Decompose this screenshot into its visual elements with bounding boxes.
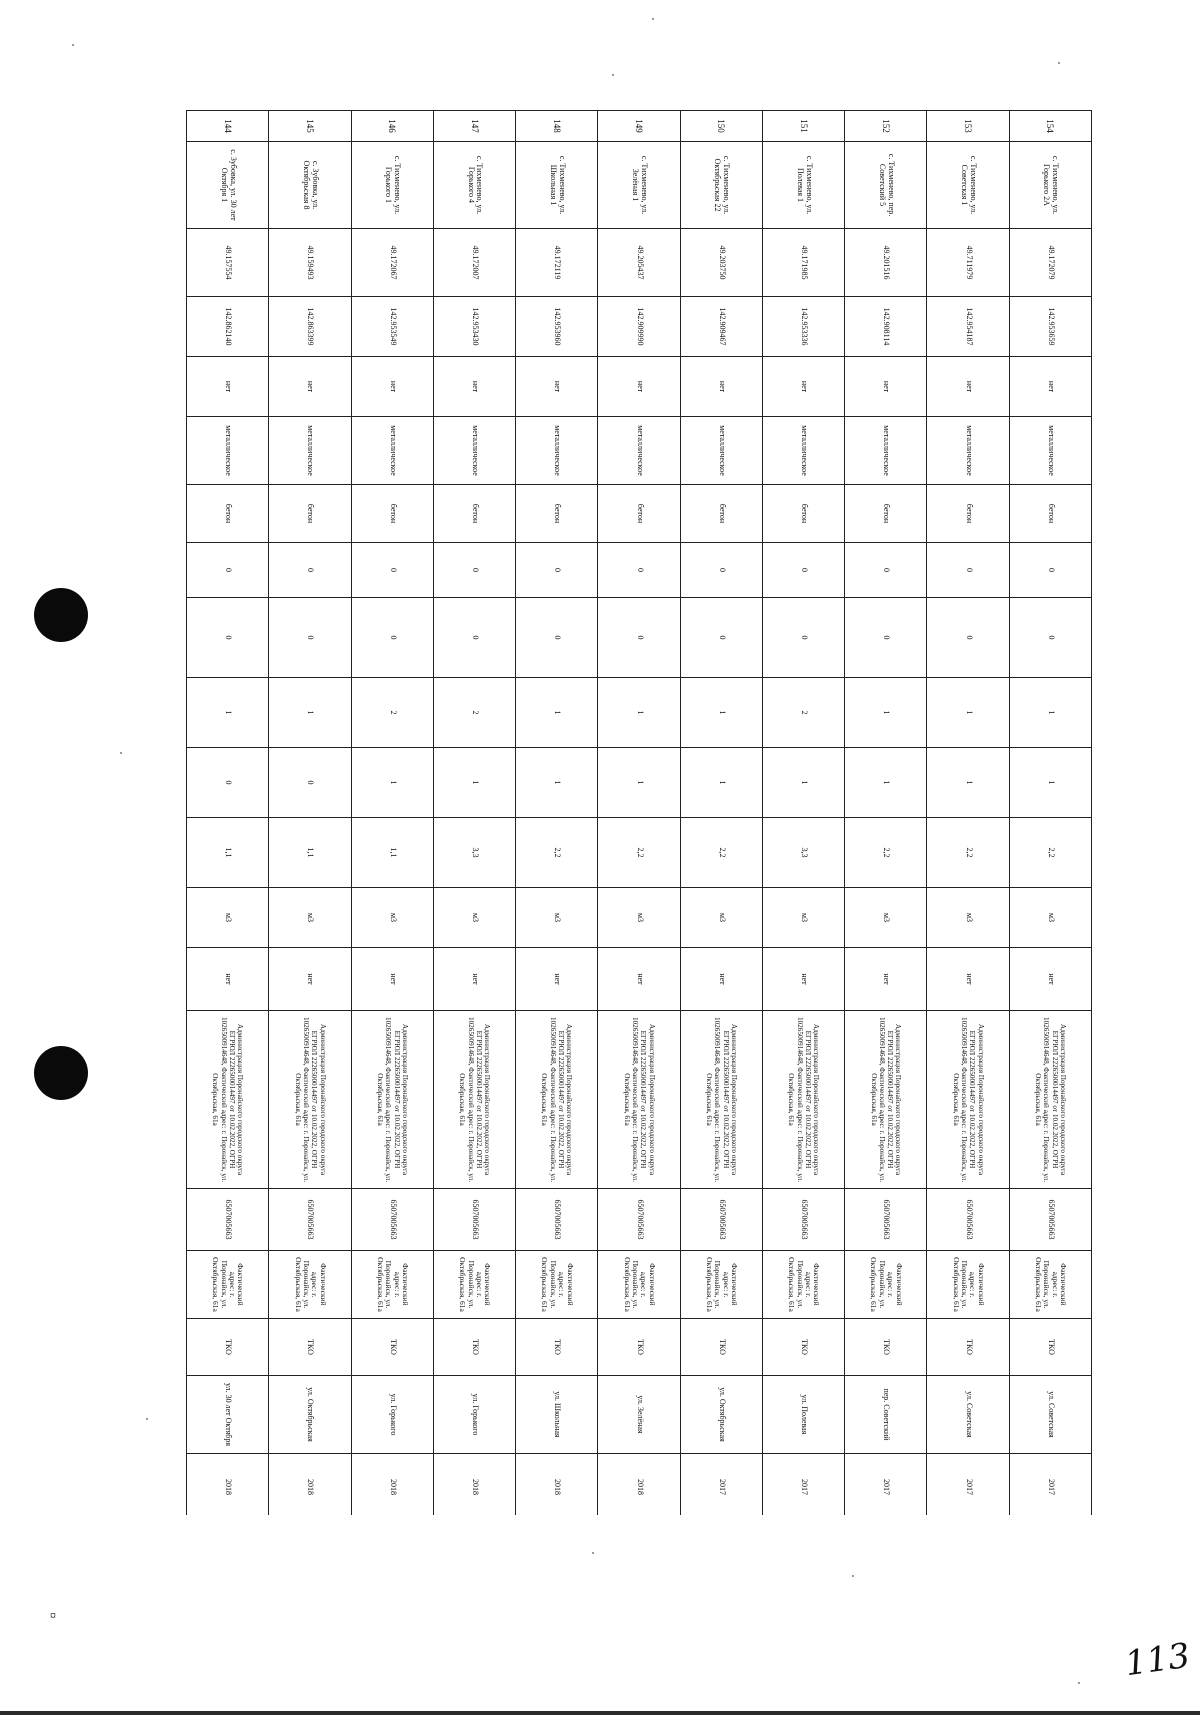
punch-hole-upper [34,588,88,642]
cell-c13: м3 [598,888,680,948]
cell-c14: нет [351,948,433,1011]
table-row [598,111,680,1516]
cell-ogrn: 6507005663 [598,1189,680,1251]
scan-speck [1058,62,1060,64]
cell-c12: 2,2 [598,818,680,888]
data-table [186,110,1092,1515]
cell-c14: нет [1009,948,1091,1011]
cell-year: 2018 [516,1454,598,1516]
cell-c11: 0 [269,748,351,818]
cell-fence: металлическое [516,417,598,485]
cell-surface: бетон [187,485,269,543]
cell-ogrn: 6507005663 [187,1189,269,1251]
cell-ogrn: 6507005663 [680,1189,762,1251]
cell-actual: Фактический адрес: г. Поронайск, ул. Октябрьская, 61а [845,1251,927,1319]
cell-covered: нет [845,357,927,417]
cell-res: ТКО [598,1319,680,1376]
cell-year: 2017 [927,1454,1009,1516]
cell-covered: нет [598,357,680,417]
cell-c14: нет [433,948,515,1011]
cell-owner: Администрация Поронайского городского округа ЕГРЮЛ 2226500014497 от 10.02.2022, ОГРН 1026500914648, Фактический адрес: г. Поронайск, ул. Октябрьская, 61а [269,1011,351,1189]
cell-c14: нет [927,948,1009,1011]
cell-res: ТКО [187,1319,269,1376]
cell-lon: 142.954187 [927,297,1009,357]
cell-c10: 1 [927,678,1009,748]
cell-lat: 49.203750 [680,229,762,297]
cell-num: 152 [845,111,927,142]
cell-c11: 1 [845,748,927,818]
cell-surface: бетон [269,485,351,543]
cell-c8: 0 [269,543,351,598]
cell-source: ул. 30 лет Октября [187,1376,269,1454]
scan-speck [1078,1682,1080,1684]
cell-surface: бетон [762,485,844,543]
cell-lat: 49.159493 [269,229,351,297]
cell-ogrn: 6507005663 [433,1189,515,1251]
cell-lon: 142.953336 [762,297,844,357]
table-row [927,111,1009,1516]
cell-covered: нет [433,357,515,417]
cell-actual: Фактический адрес: г. Поронайск, ул. Октябрьская, 61а [187,1251,269,1319]
cell-lat: 49.205437 [598,229,680,297]
cell-owner: Администрация Поронайского городского округа ЕГРЮЛ 2226500014497 от 10.02.2022, ОГРН 1026500914648, Фактический адрес: г. Поронайск, ул. Октябрьская, 61а [433,1011,515,1189]
cell-c14: нет [598,948,680,1011]
table-row [845,111,927,1516]
cell-c12: 2,2 [1009,818,1091,888]
table-row [269,111,351,1516]
cell-lat: 49.172119 [516,229,598,297]
cell-res: ТКО [680,1319,762,1376]
cell-ogrn: 6507005663 [269,1189,351,1251]
cell-res: ТКО [269,1319,351,1376]
cell-lon: 142.862140 [187,297,269,357]
cell-owner: Администрация Поронайского городского округа ЕГРЮЛ 2226500014497 от 10.02.2022, ОГРН 1026500914648, Фактический адрес: г. Поронайск, ул. Октябрьская, 61а [762,1011,844,1189]
cell-c14: нет [269,948,351,1011]
cell-c10: 2 [433,678,515,748]
cell-c8: 0 [1009,543,1091,598]
cell-lon: 142.953549 [351,297,433,357]
cell-lon: 142.908114 [845,297,927,357]
cell-owner: Администрация Поронайского городского округа ЕГРЮЛ 2226500014497 от 10.02.2022, ОГРН 1026500914648, Фактический адрес: г. Поронайск, ул. Октябрьская, 61а [927,1011,1009,1189]
cell-lon: 142.953430 [433,297,515,357]
cell-ogrn: 6507005663 [351,1189,433,1251]
cell-c12: 1,1 [269,818,351,888]
cell-c10: 1 [516,678,598,748]
cell-res: ТКО [351,1319,433,1376]
cell-c9: 0 [187,598,269,678]
cell-source: ул. Полевая [762,1376,844,1454]
cell-c8: 0 [433,543,515,598]
cell-c13: м3 [351,888,433,948]
cell-year: 2017 [762,1454,844,1516]
cell-actual: Фактический адрес: г. Поронайск, ул. Октябрьская, 61а [1009,1251,1091,1319]
cell-c9: 0 [1009,598,1091,678]
scan-speck [652,18,654,20]
cell-covered: нет [1009,357,1091,417]
cell-lat: 49.711979 [927,229,1009,297]
cell-lon: 142.953960 [516,297,598,357]
cell-c8: 0 [516,543,598,598]
cell-num: 144 [187,111,269,142]
cell-c9: 0 [598,598,680,678]
table-row [1009,111,1091,1516]
cell-c13: м3 [927,888,1009,948]
cell-surface: бетон [845,485,927,543]
cell-res: ТКО [762,1319,844,1376]
cell-c13: м3 [269,888,351,948]
cell-address: с. Тихменево, ул. Горького 1 [351,142,433,229]
cell-address: с. Тихменево, ул. Советская 1 [927,142,1009,229]
cell-year: 2017 [680,1454,762,1516]
cell-owner: Администрация Поронайского городского округа ЕГРЮЛ 2226500014497 от 10.02.2022, ОГРН 1026500914648, Фактический адрес: г. Поронайск, ул. Октябрьская, 61а [1009,1011,1091,1189]
cell-lon: 142.909990 [598,297,680,357]
cell-owner: Администрация Поронайского городского округа ЕГРЮЛ 2226500014497 от 10.02.2022, ОГРН 1026500914648, Фактический адрес: г. Поронайск, ул. Октябрьская, 61а [187,1011,269,1189]
cell-c11: 0 [187,748,269,818]
cell-c11: 1 [433,748,515,818]
cell-c13: м3 [845,888,927,948]
cell-owner: Администрация Поронайского городского округа ЕГРЮЛ 2226500014497 от 10.02.2022, ОГРН 1026500914648, Фактический адрес: г. Поронайск, ул. Октябрьская, 61а [351,1011,433,1189]
cell-num: 149 [598,111,680,142]
cell-c11: 1 [516,748,598,818]
cell-c10: 1 [598,678,680,748]
punch-hole-lower [34,1046,88,1100]
cell-owner: Администрация Поронайского городского округа ЕГРЮЛ 2226500014497 от 10.02.2022, ОГРН 1026500914648, Фактический адрес: г. Поронайск, ул. Октябрьская, 61а [516,1011,598,1189]
cell-year: 2018 [598,1454,680,1516]
cell-address: с. Тихменево, ул. Школьная 1 [516,142,598,229]
cell-lon: 142.953659 [1009,297,1091,357]
cell-year: 2018 [269,1454,351,1516]
landscape-grid [186,110,1092,1511]
cell-num: 148 [516,111,598,142]
scan-edge [0,1711,1200,1715]
cell-c10: 2 [762,678,844,748]
cell-covered: нет [269,357,351,417]
cell-c11: 1 [598,748,680,818]
cell-actual: Фактический адрес: г. Поронайск, ул. Октябрьская, 61а [762,1251,844,1319]
cell-ogrn: 6507005663 [516,1189,598,1251]
table-row [187,111,269,1516]
cell-year: 2018 [433,1454,515,1516]
cell-c12: 2,2 [927,818,1009,888]
cell-num: 150 [680,111,762,142]
cell-surface: бетон [680,485,762,543]
cell-source: ул. Октябрьская [269,1376,351,1454]
cell-c9: 0 [433,598,515,678]
cell-num: 153 [927,111,1009,142]
cell-actual: Фактический адрес: г. Поронайск, ул. Октябрьская, 61а [598,1251,680,1319]
cell-source: ул. Советская [927,1376,1009,1454]
scan-speck [146,1418,148,1420]
cell-c9: 0 [927,598,1009,678]
cell-c14: нет [187,948,269,1011]
cell-address: с. Тихменево, пер. Советский 5 [845,142,927,229]
cell-lat: 49.172067 [351,229,433,297]
cell-c13: м3 [762,888,844,948]
cell-c14: нет [516,948,598,1011]
cell-lon: 142.909467 [680,297,762,357]
cell-c11: 1 [351,748,433,818]
cell-c10: 2 [351,678,433,748]
cell-c9: 0 [845,598,927,678]
cell-actual: Фактический адрес: г. Поронайск, ул. Октябрьская, 61а [680,1251,762,1319]
scan-speck [592,1552,594,1554]
cell-fence: металлическое [269,417,351,485]
cell-c8: 0 [762,543,844,598]
cell-source: ул. Горького [351,1376,433,1454]
cell-c8: 0 [351,543,433,598]
cell-actual: Фактический адрес: г. Поронайск, ул. Октябрьская, 61а [351,1251,433,1319]
cell-covered: нет [516,357,598,417]
cell-lat: 49.172079 [1009,229,1091,297]
cell-ogrn: 6507005663 [762,1189,844,1251]
cell-c14: нет [845,948,927,1011]
cell-c11: 1 [762,748,844,818]
cell-lat: 49.201516 [845,229,927,297]
cell-address: с. Тихменево, ул. Горького 2А [1009,142,1091,229]
cell-fence: металлическое [845,417,927,485]
scan-speck [120,752,122,754]
cell-ogrn: 6507005663 [927,1189,1009,1251]
rotated-table-area [186,110,1200,1515]
cell-c13: м3 [516,888,598,948]
cell-num: 147 [433,111,515,142]
cell-c8: 0 [598,543,680,598]
cell-surface: бетон [1009,485,1091,543]
cell-actual: Фактический адрес: г. Поронайск, ул. Октябрьская, 61а [927,1251,1009,1319]
cell-c8: 0 [680,543,762,598]
cell-source: ул. Школьная [516,1376,598,1454]
cell-res: ТКО [516,1319,598,1376]
cell-source: ул. Горького [433,1376,515,1454]
cell-c12: 3,3 [762,818,844,888]
cell-year: 2018 [187,1454,269,1516]
cell-fence: металлическое [762,417,844,485]
cell-c12: 3,3 [433,818,515,888]
cell-address: с. Зубовка, ул. 30 лет Октября 1 [187,142,269,229]
cell-source: ул. Советская [1009,1376,1091,1454]
cell-owner: Администрация Поронайского городского округа ЕГРЮЛ 2226500014497 от 10.02.2022, ОГРН 1026500914648, Фактический адрес: г. Поронайск, ул. Октябрьская, 61а [598,1011,680,1189]
cell-address: с. Тихменево, ул. Горького 4 [433,142,515,229]
table-row [680,111,762,1516]
cell-c14: нет [680,948,762,1011]
cell-c14: нет [762,948,844,1011]
cell-c10: 1 [845,678,927,748]
cell-c12: 1,1 [351,818,433,888]
cell-actual: Фактический адрес: г. Поронайск, ул. Октябрьская, 61а [516,1251,598,1319]
cell-actual: Фактический адрес: г. Поронайск, ул. Октябрьская, 61а [433,1251,515,1319]
cell-surface: бетон [598,485,680,543]
cell-surface: бетон [433,485,515,543]
cell-c9: 0 [680,598,762,678]
cell-c12: 2,2 [680,818,762,888]
cell-year: 2017 [1009,1454,1091,1516]
cell-lon: 142.863399 [269,297,351,357]
cell-c11: 1 [1009,748,1091,818]
cell-owner: Администрация Поронайского городского округа ЕГРЮЛ 2226500014497 от 10.02.2022, ОГРН 1026500914648, Фактический адрес: г. Поронайск, ул. Октябрьская, 61а [845,1011,927,1189]
scan-speck [852,1575,854,1577]
cell-fence: металлическое [187,417,269,485]
cell-res: ТКО [845,1319,927,1376]
cell-num: 146 [351,111,433,142]
cell-address: с. Тихменево, ул. Полевая 1 [762,142,844,229]
cell-source: ул. Зелёная [598,1376,680,1454]
cell-c10: 1 [269,678,351,748]
cell-c9: 0 [516,598,598,678]
table-row [516,111,598,1516]
cell-c12: 1,1 [187,818,269,888]
table-row [351,111,433,1516]
scan-speck [612,74,614,76]
cell-res: ТКО [927,1319,1009,1376]
cell-source: пер. Советский [845,1376,927,1454]
cell-covered: нет [680,357,762,417]
cell-covered: нет [351,357,433,417]
cell-c10: 1 [187,678,269,748]
cell-c9: 0 [351,598,433,678]
cell-fence: металлическое [351,417,433,485]
cell-c13: м3 [1009,888,1091,948]
cell-covered: нет [927,357,1009,417]
cell-covered: нет [762,357,844,417]
cell-num: 154 [1009,111,1091,142]
cell-c9: 0 [269,598,351,678]
cell-lat: 49.172007 [433,229,515,297]
cell-ogrn: 6507005663 [845,1189,927,1251]
cell-c11: 1 [680,748,762,818]
cell-num: 145 [269,111,351,142]
table-row [433,111,515,1516]
cell-address: с. Тихменево, ул. Зелёная 1 [598,142,680,229]
cell-c12: 2,2 [516,818,598,888]
cell-address: с. Тихменево, ул. Октябрьская 22 [680,142,762,229]
cell-year: 2018 [351,1454,433,1516]
cell-actual: Фактический адрес: г. Поронайск, ул. Октябрьская, 61а [269,1251,351,1319]
page-number: 113 [1122,1635,1193,1685]
cell-fence: металлическое [927,417,1009,485]
table-row [762,111,844,1516]
cell-ogrn: 6507005663 [1009,1189,1091,1251]
cell-owner: Администрация Поронайского городского округа ЕГРЮЛ 2226500014497 от 10.02.2022, ОГРН 1026500914648, Фактический адрес: г. Поронайск, ул. Октябрьская, 61а [680,1011,762,1189]
margin-mark: ¤ [50,1608,56,1622]
cell-res: ТКО [433,1319,515,1376]
cell-c8: 0 [187,543,269,598]
cell-address: с. Зубовка, ул. Октябрьская 8 [269,142,351,229]
cell-c11: 1 [927,748,1009,818]
cell-c10: 1 [680,678,762,748]
cell-covered: нет [187,357,269,417]
cell-c12: 2,2 [845,818,927,888]
cell-surface: бетон [351,485,433,543]
cell-c8: 0 [845,543,927,598]
cell-fence: металлическое [598,417,680,485]
cell-year: 2017 [845,1454,927,1516]
cell-c9: 0 [762,598,844,678]
cell-lat: 49.157554 [187,229,269,297]
cell-source: ул. Октябрьская [680,1376,762,1454]
cell-fence: металлическое [1009,417,1091,485]
cell-lat: 49.171985 [762,229,844,297]
cell-c13: м3 [187,888,269,948]
cell-c8: 0 [927,543,1009,598]
cell-fence: металлическое [433,417,515,485]
cell-c13: м3 [680,888,762,948]
scan-speck [72,44,74,46]
cell-c13: м3 [433,888,515,948]
cell-c10: 1 [1009,678,1091,748]
cell-fence: металлическое [680,417,762,485]
cell-res: ТКО [1009,1319,1091,1376]
cell-surface: бетон [927,485,1009,543]
cell-surface: бетон [516,485,598,543]
cell-num: 151 [762,111,844,142]
